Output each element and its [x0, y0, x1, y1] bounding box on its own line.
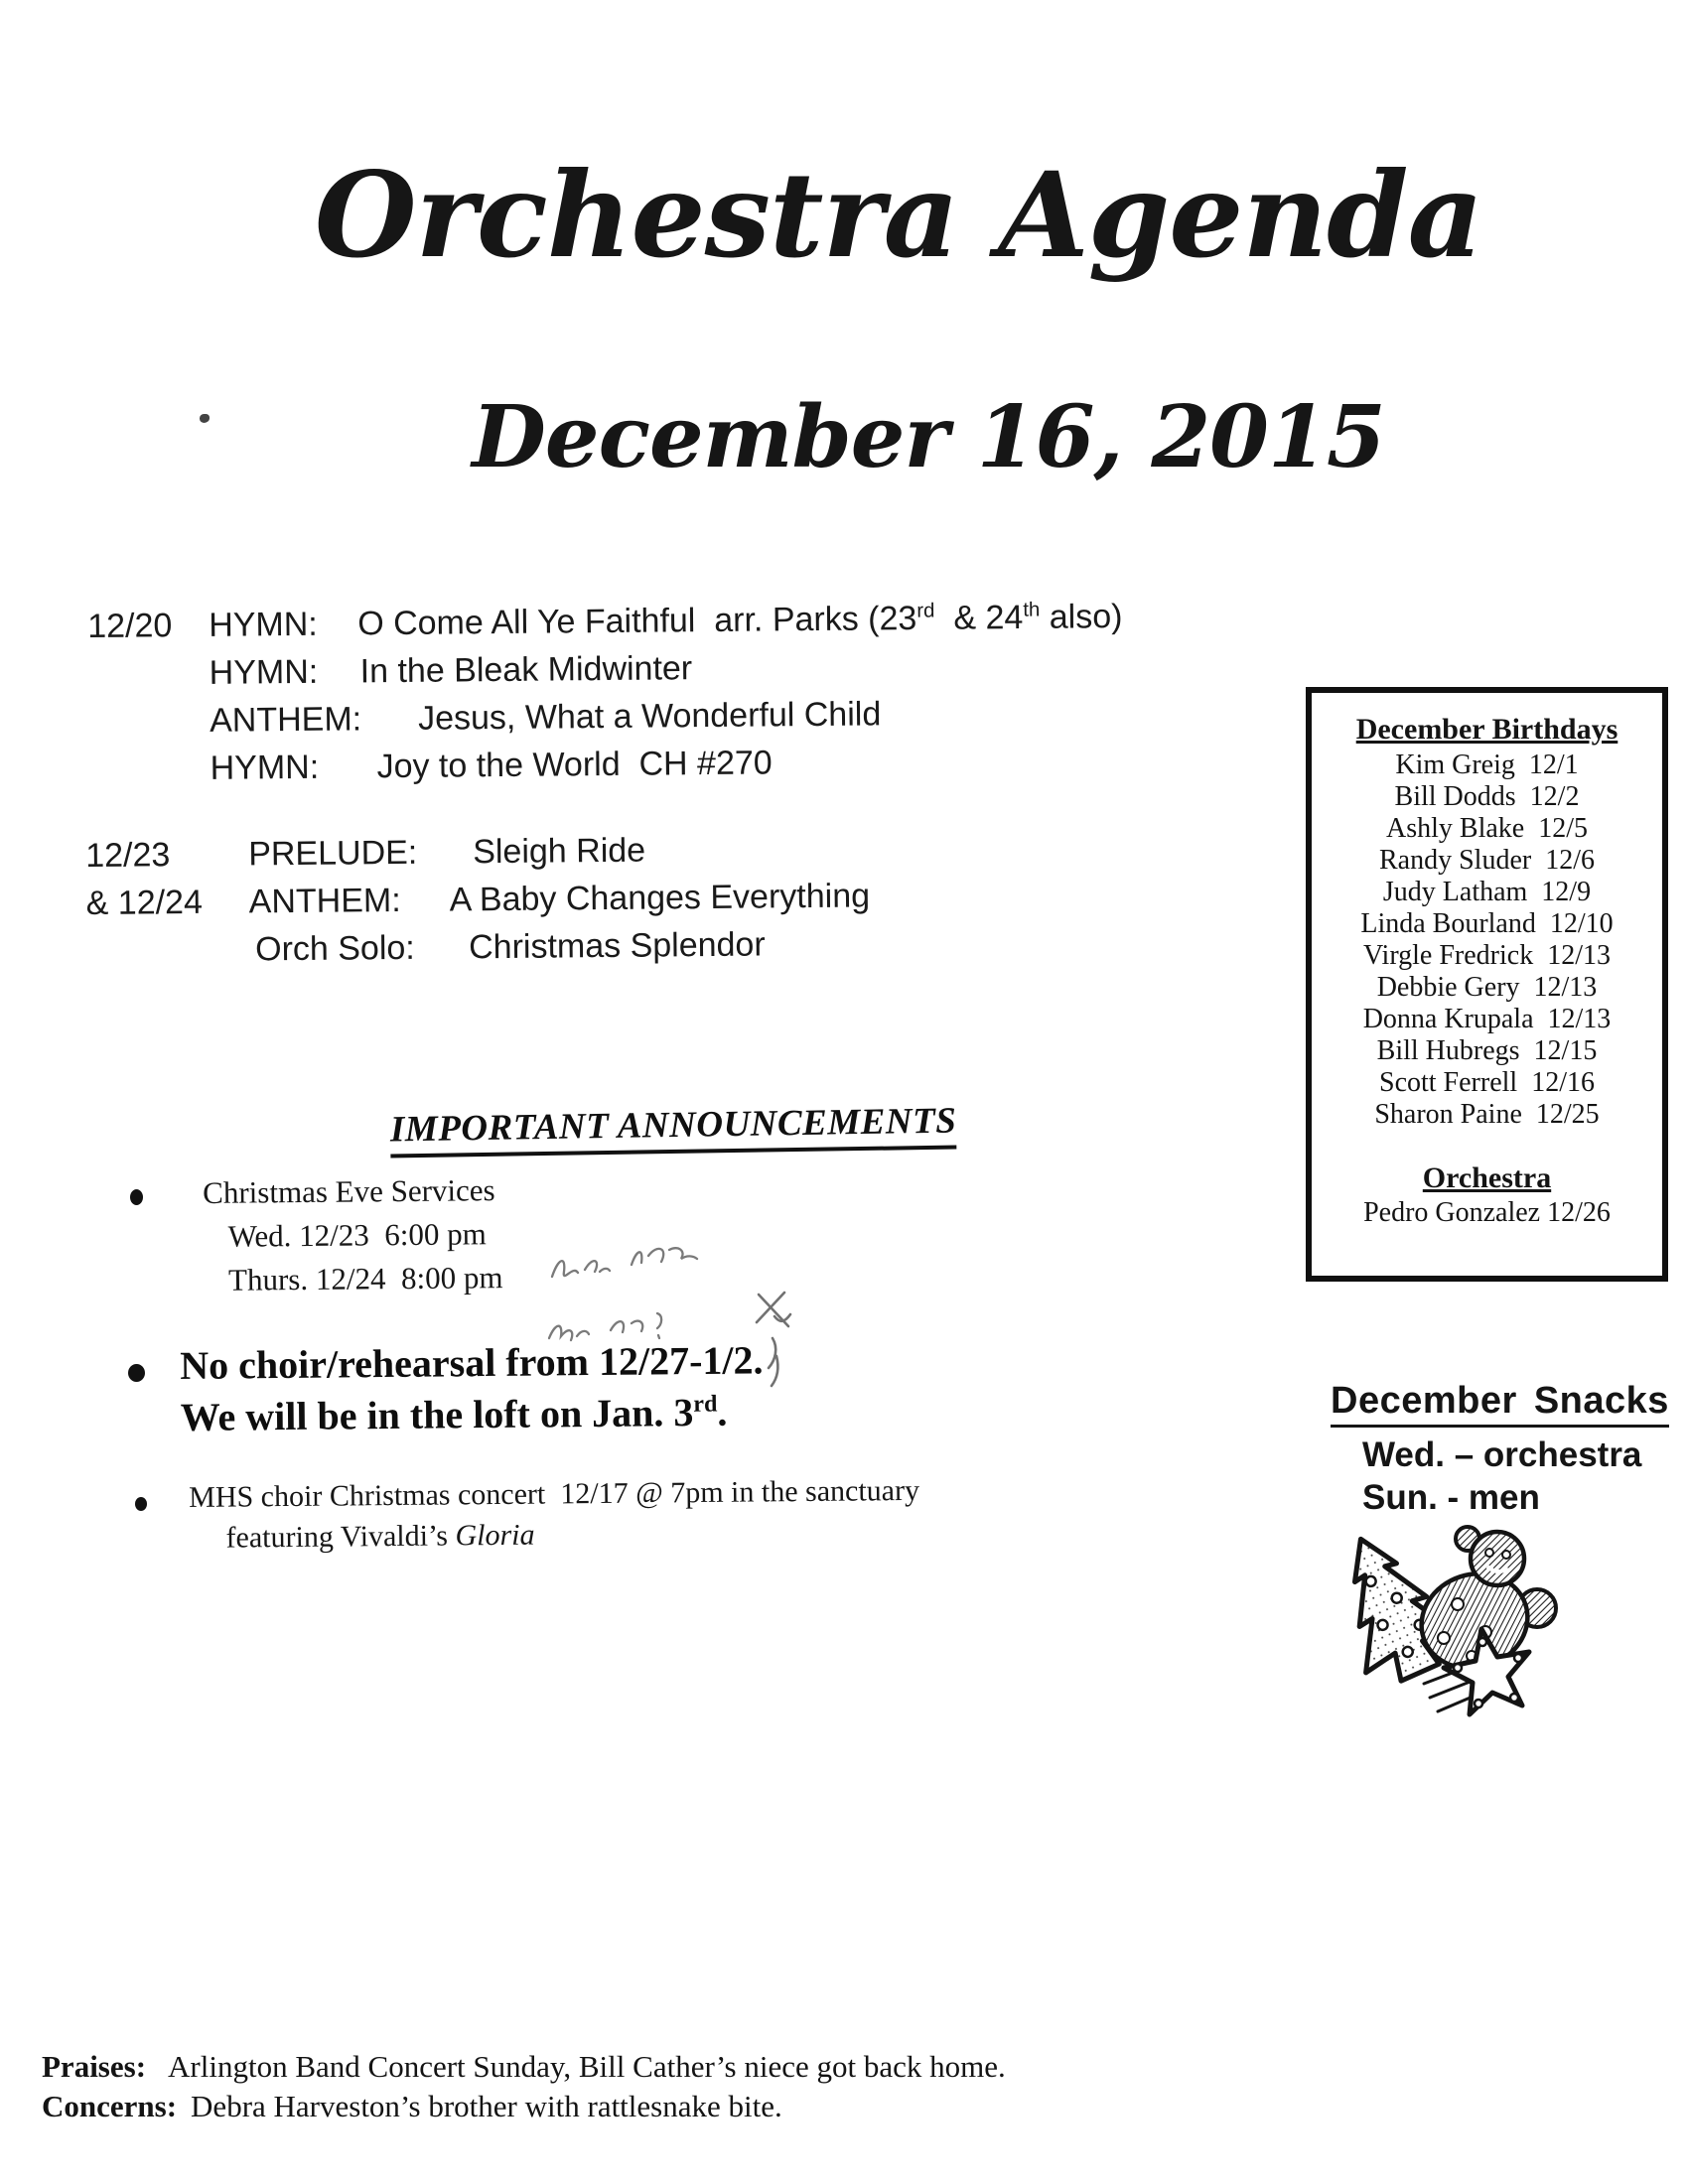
work-title-italic: Gloria — [455, 1518, 535, 1553]
birthdays-list — [1312, 750, 1662, 1131]
ordinal-suffix: th — [1023, 599, 1041, 621]
birthday-entry: Linda Bourland 12/10 — [1360, 908, 1614, 939]
schedule-date-spacer — [88, 745, 210, 746]
announcement-line: No choir/rehearsal from 12/27-1/2. — [180, 1337, 764, 1388]
announcement-line: Christmas Eve Services — [203, 1172, 495, 1210]
announcement-line: MHS choir Christmas concert 12/17 @ 7pm in the sanctuary — [189, 1473, 920, 1514]
birthday-entry: Ashly Blake 12/5 — [1386, 813, 1588, 844]
concerns-text: Debra Harveston’s brother with rattlesnake bite. — [191, 2089, 782, 2123]
schedule-date: & 12/24 — [85, 883, 204, 922]
praises-line — [42, 2047, 1283, 2087]
announcement-line — [180, 1386, 764, 1443]
schedule-line — [87, 593, 1123, 650]
hymn-title: O Come All Ye Faithful arr. Parks (23 — [357, 599, 917, 643]
praises-label: Praises: — [42, 2049, 147, 2084]
hymn-title: also) — [1040, 597, 1123, 636]
concerns-label: Concerns: — [42, 2089, 178, 2123]
ordinal-suffix: rd — [693, 1391, 718, 1418]
schedule-line — [85, 872, 870, 927]
birthday-entry: Pedro Gonzalez 12/26 — [1363, 1197, 1611, 1228]
item-type-label: PRELUDE: — [248, 833, 418, 874]
december-snacks — [1331, 1380, 1669, 1519]
bullet-dot — [130, 1189, 143, 1205]
announcement-no-rehearsal — [180, 1334, 764, 1443]
announcement-line: Thurs. 12/24 8:00 pm — [227, 1260, 503, 1297]
birthdays-title: December Birthdays — [1355, 713, 1618, 746]
snacks-title: December Snacks — [1331, 1380, 1669, 1428]
announcement-line — [225, 1511, 919, 1559]
item-type-label: HYMN: — [209, 605, 318, 644]
schedule-date: 12/20 — [87, 607, 173, 645]
birthday-entry: Bill Dodds 12/2 — [1394, 781, 1580, 812]
announcement-line: Wed. 12/23 6:00 pm — [227, 1216, 487, 1254]
page-title: Orchestra Agenda — [314, 146, 1483, 284]
announcement-christmas-eve — [203, 1168, 503, 1302]
handwritten-scribble-1 — [544, 1239, 708, 1291]
concerns-line — [42, 2087, 1283, 2126]
item-type-label: Orch Solo: — [254, 928, 415, 969]
schedule-group-1220 — [87, 593, 1124, 793]
item-type-label: ANTHEM: — [248, 881, 401, 921]
announcement-text: We will be in the loft on Jan. 3 — [180, 1390, 694, 1439]
item-type-label: ANTHEM: — [209, 700, 362, 740]
christmas-cookies-clipart — [1340, 1517, 1569, 1725]
schedule-line — [86, 919, 871, 975]
schedule-line — [85, 824, 870, 880]
birthday-entry: Virgle Fredrick 12/13 — [1363, 940, 1611, 971]
birthday-entry: Judy Latham 12/9 — [1382, 877, 1592, 907]
anthem-title: A Baby Changes Everything — [449, 877, 871, 919]
anthem-title: Jesus, What a Wonderful Child — [417, 695, 882, 738]
birthday-entry: Scott Ferrell 12/16 — [1379, 1067, 1595, 1098]
announcement-mhs-concert — [189, 1470, 920, 1559]
schedule-group-1223-1224 — [85, 824, 871, 975]
snacks-line: Wed. – orchestra — [1362, 1435, 1642, 1474]
solo-title: Christmas Splendor — [468, 925, 766, 967]
page-date: December 16, 2015 — [472, 387, 1385, 487]
announcements-heading: IMPORTANT ANNOUNCEMENTS — [390, 1100, 957, 1159]
footer-notes — [42, 2047, 1283, 2126]
announcement-text: featuring Vivaldi’s — [225, 1519, 456, 1555]
birthday-entry: Kim Greig 12/1 — [1395, 750, 1579, 780]
bullet-dot — [135, 1497, 147, 1511]
hymn-title: In the Bleak Midwinter — [359, 649, 693, 691]
prelude-title: Sleigh Ride — [473, 831, 646, 872]
december-birthdays-box — [1306, 687, 1668, 1282]
bullet-dot — [128, 1364, 145, 1382]
schedule-date-spacer — [88, 697, 210, 698]
ordinal-suffix: rd — [916, 600, 935, 622]
hymn-title: Joy to the World CH #270 — [376, 744, 773, 786]
schedule-date: 12/23 — [85, 836, 171, 875]
schedule-line — [88, 736, 1124, 793]
praises-text: Arlington Band Concert Sunday, Bill Cather’s niece got back home. — [168, 2049, 1006, 2084]
item-type-label: HYMN: — [209, 652, 319, 692]
announcement-text: . — [717, 1389, 728, 1434]
birthday-entry: Sharon Paine 12/25 — [1374, 1099, 1600, 1130]
hymn-title: & 24 — [934, 598, 1024, 637]
orchestra-birthdays-title: Orchestra — [1422, 1161, 1552, 1194]
item-type-label: HYMN: — [210, 748, 320, 787]
birthday-entry: Donna Krupala 12/13 — [1362, 1004, 1612, 1034]
birthday-entry: Randy Sluder 12/6 — [1379, 845, 1595, 876]
snacks-line: Sun. - men — [1362, 1478, 1540, 1517]
birthday-entry: Debbie Gery 12/13 — [1376, 972, 1598, 1003]
schedule-date-spacer — [87, 649, 209, 650]
birthday-entry: Bill Hubregs 12/15 — [1376, 1035, 1598, 1066]
